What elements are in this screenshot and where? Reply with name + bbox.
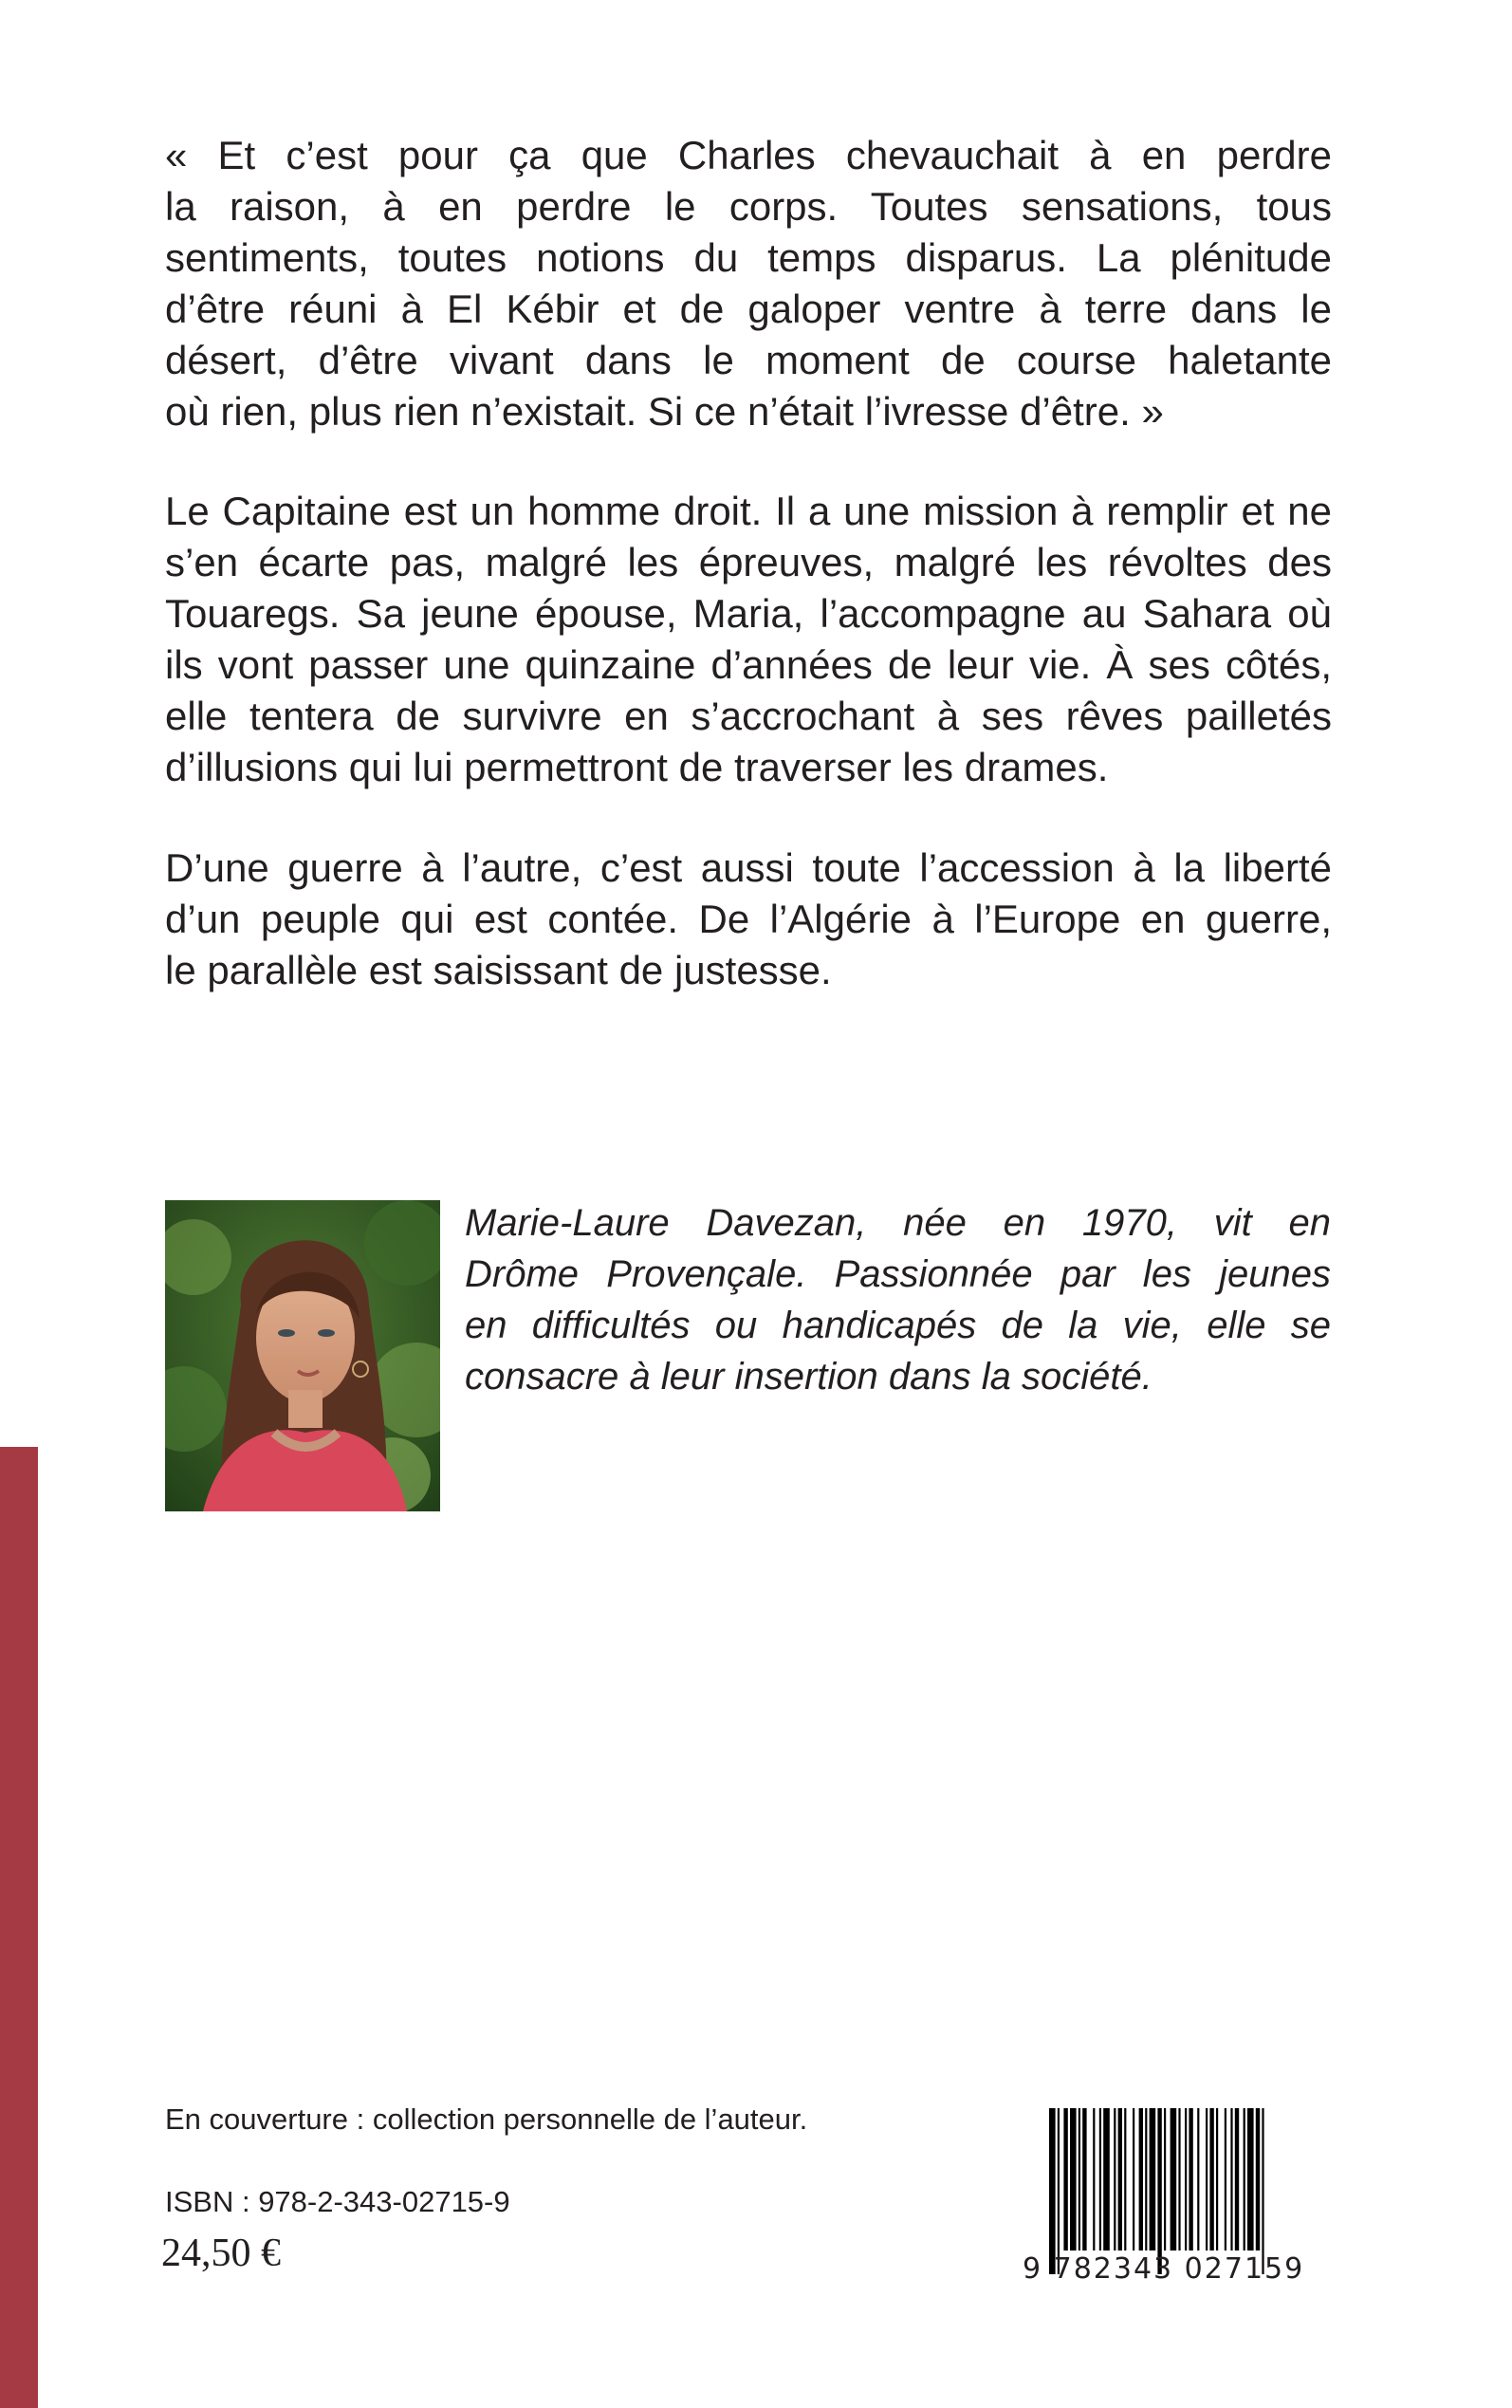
summary-line: Touaregs. Sa jeune épouse, Maria, l’accompagne au Sahara où <box>165 591 1332 636</box>
isbn-text: ISBN : 978-2-343-02715-9 <box>165 2185 510 2218</box>
context-line: d’un peuple qui est contée. De l’Algérie à l’Europe en guerre, <box>165 897 1332 941</box>
price-text: 24,50 € <box>161 2232 281 2275</box>
author-bio <box>465 1197 1331 1402</box>
summary-line: d’illusions qui lui permettront de traverser les drames. <box>165 745 1109 789</box>
author-name: Marie-Laure Davezan <box>465 1202 857 1244</box>
quote-line: désert, d’être vivant dans le moment de course haletante <box>165 338 1332 382</box>
barcode-digits: 9 782343 027159 <box>1023 2252 1305 2286</box>
cover-credit: En couverture : collection personnelle de l’auteur. <box>165 2102 808 2136</box>
summary-line: s’en écarte pas, malgré les épreuves, malgré les révoltes des <box>165 540 1332 584</box>
bio-line: Drôme Provençale. Passionnée par les jeunes <box>465 1253 1331 1295</box>
author-photo-image <box>165 1200 440 1511</box>
quote-line: d’être réuni à El Kébir et de galoper ventre à terre dans le <box>165 287 1332 331</box>
back-cover-summary <box>165 486 1332 793</box>
quote-line: « Et c’est pour ça que Charles chevauchait à en perdre <box>165 133 1332 177</box>
quote-line: où rien, plus rien n’existait. Si ce n’était l’ivresse d’être. » <box>165 389 1164 434</box>
bio-line: consacre à leur insertion dans la société. <box>465 1356 1152 1398</box>
back-cover-quote <box>165 130 1332 437</box>
summary-line: elle tentera de survivre en s’accrochant à ses rêves pailletés <box>165 694 1332 738</box>
bio-line: en difficultés ou handicapés de la vie, elle se <box>465 1305 1331 1346</box>
quote-line: sentiments, toutes notions du temps disparus. La plénitude <box>165 235 1332 280</box>
quote-line: la raison, à en perdre le corps. Toutes sensations, tous <box>165 184 1332 229</box>
context-line: D’une guerre à l’autre, c’est aussi toute l’accession à la liberté <box>165 845 1332 890</box>
summary-line: ils vont passer une quinzaine d’années de leur vie. À ses côtés, <box>165 642 1332 687</box>
bio-line-first <box>465 1197 1331 1249</box>
bio-line: , née en 1970, vit en <box>856 1202 1331 1244</box>
context-line: le parallèle est saisissant de justesse. <box>165 948 832 992</box>
spine-color-band <box>0 1447 38 2408</box>
back-cover-context <box>165 843 1332 996</box>
summary-line: Le Capitaine est un homme droit. Il a une mission à remplir et ne <box>165 489 1332 533</box>
